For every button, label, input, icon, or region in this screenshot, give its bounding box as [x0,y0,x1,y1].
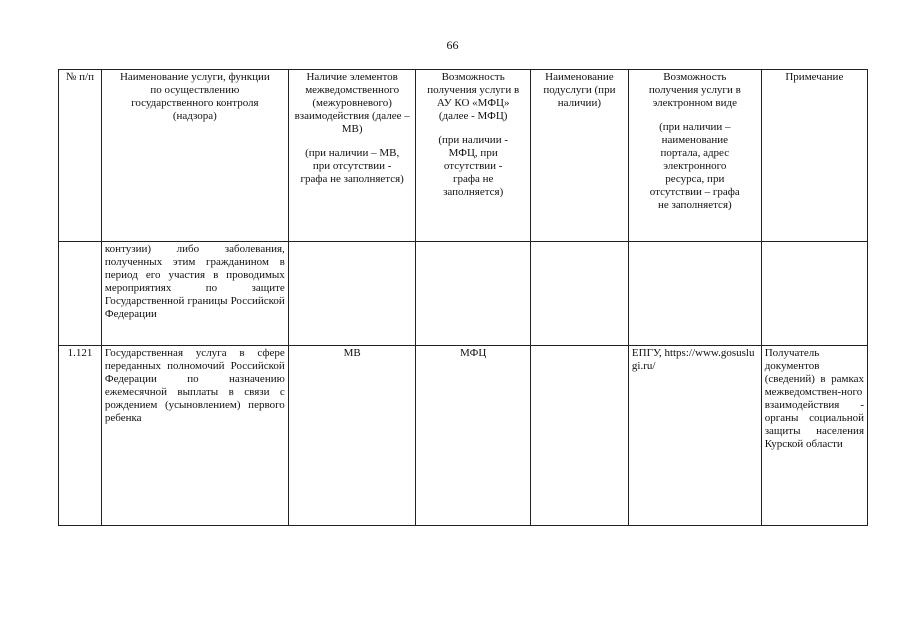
header-subservice: Наименование подуслуги (при наличии) [530,70,628,242]
table-row [59,242,868,346]
header-mfc [416,70,530,242]
cell-mv: МВ [288,346,416,526]
header-service-name: Наименование услуги, функции по осуществлению государственного контроля (надзора) [101,70,288,242]
header-electronic-main: Возможность получения услуги в электронном виде [648,71,741,109]
cell-subservice [530,346,628,526]
page-number: 66 [446,38,459,52]
table-header-row [59,70,868,242]
cell-mv [288,242,416,346]
services-table [58,69,868,526]
header-electronic-note: (при наличии – наименование портала, адрес электронного ресурса, при отсутствии – графа не заполняется) [649,121,740,211]
header-mfc-note: (при наличии - МФЦ, при отсутствии - графа не заполняется) [438,134,508,198]
header-mv [288,70,416,242]
cell-service-name: Государственная услуга в сфере переданных полномочий Российской Федерации по назначению ежемесячной выплаты в связи с рождением (усыновлением) первого ребенка [101,346,288,526]
cell-num [59,242,102,346]
cell-mfc: МФЦ [416,346,530,526]
header-electronic [628,70,761,242]
cell-service-name: контузии) либо заболевания, полученных этим гражданином в период его участия в проводимых мероприятиях по защите Государственной границы Российской Федерации [101,242,288,346]
cell-num: 1.121 [59,346,102,526]
cell-subservice [530,242,628,346]
cell-electronic [628,242,761,346]
header-remark: Примечание [761,70,867,242]
cell-electronic: ЕПГУ, https://www.gosuslugi.ru/ [628,346,761,526]
header-mv-main: Наличие элементов межведомственного (межуровневого) взаимодействия (далее – МВ) [294,71,410,135]
cell-mfc [416,242,530,346]
table-row [59,346,868,526]
header-mfc-main: Возможность получения услуги в АУ КО «МФЦ» (далее - МФЦ) [427,71,520,122]
cell-remark: Получатель документов (сведений) в рамках межведомствен-ного взаимодействия - органы социальной защиты населения Курской области [761,346,867,526]
header-mv-note: (при наличии – МВ, при отсутствии - графа не заполняется) [300,147,404,185]
cell-remark [761,242,867,346]
header-num: № п/п [59,70,102,242]
